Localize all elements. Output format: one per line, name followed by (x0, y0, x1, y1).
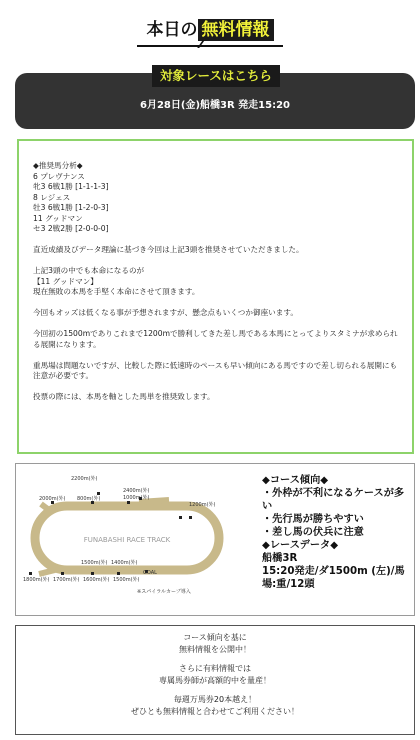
analysis-box (17, 139, 414, 454)
distance-label: 1800m(外) (23, 577, 50, 583)
analysis-paragraph: 投票の際には、本馬を軸とした馬単を推奨致します。 (33, 392, 215, 401)
analysis-paragraph: 今回もオッズは低くなる事が予想されますが、懸念点もいくつか御座います。 (33, 308, 298, 317)
course-box (15, 463, 415, 616)
distance-label: 2200m(外) (71, 476, 98, 482)
track-spur (41, 504, 49, 510)
distance-label: 2000m(外) (39, 496, 66, 502)
course-tendency-text: ◆コース傾向◆ ・外枠が不利になるケースが多い ・先行馬が勝ちやすい ・差し馬の伏兵に注意 ◆レースデータ◆ 船橋3R 15:20発走/ダ1500m (左)/馬場:重/12頭 (262, 475, 405, 590)
page-title (0, 15, 420, 40)
title-prefix: 本日の (146, 20, 198, 40)
race-info: 6月28日(金)船橋3R 発走15:20 (140, 100, 290, 111)
track-name: FUNABASHI RACE TRACK (83, 536, 171, 544)
distance-label: 2400m(外) (123, 488, 150, 494)
analysis-paragraph: 重馬場は問題ないですが、比較した際に低速時のペースも早い傾向にある馬ですので差し切られる展開にも注意が必要です。 (33, 360, 398, 380)
distance-label: 1600m(外) (83, 577, 110, 583)
track-spur (39, 570, 55, 574)
track-note: ※スパイラルカーブ導入 (137, 589, 191, 595)
distance-label: 1400m(外) (111, 560, 138, 566)
distance-label: 1500m(外) (113, 577, 140, 583)
distance-label: 800m(外) (77, 496, 101, 502)
cta-paragraph: さらに有料情報では 専属馬券師が高額的中を量産！ (159, 664, 271, 685)
distance-label: 1000m(外) (123, 495, 150, 501)
page-header (0, 0, 420, 56)
title-highlight: 無料情報 (198, 19, 274, 41)
cta-box (15, 625, 415, 735)
analysis-paragraph: 直近成績及びデータ理論に基づき今回は上記3頭を推奨させていただきました。 (33, 245, 304, 254)
cta-paragraph: コース傾向を基に 無料情報を公開中！ (179, 633, 251, 654)
target-race-label: 対象レースはこちら (152, 65, 280, 87)
header-divider (137, 45, 283, 47)
distance-label: 1700m(外) (53, 577, 80, 583)
analysis-paragraph: 上記3頭の中でも本命になるのが 【11 グッドマン】 現在無敗の本馬を手堅く本命にさせて頂きます。 (33, 266, 200, 296)
distance-label: 1500m(外) (81, 560, 108, 566)
goal-label: GOAL (143, 570, 157, 576)
cta-paragraph: 毎週万馬券20本越え！ ぜひとも無料情報と合わせてご利用ください！ (131, 695, 299, 716)
track-map (19, 466, 259, 614)
distance-label: 1200m(外) (189, 502, 216, 508)
analysis-paragraph: 今回初の1500mでありこれまで1200mで勝利してきた差し馬である本馬にとってよりスタミナが求められる展開になります。 (33, 329, 398, 349)
analysis-paragraph: ◆推奨馬分析◆ 6 プレヴナンス 牝3 6戦1勝 [1-1-1-3] 8 レジェス 牡3 6戦1勝 [1-2-0-3] 11 グッドマン セ3 2戦2勝 [2-0-0-0] (33, 161, 109, 233)
